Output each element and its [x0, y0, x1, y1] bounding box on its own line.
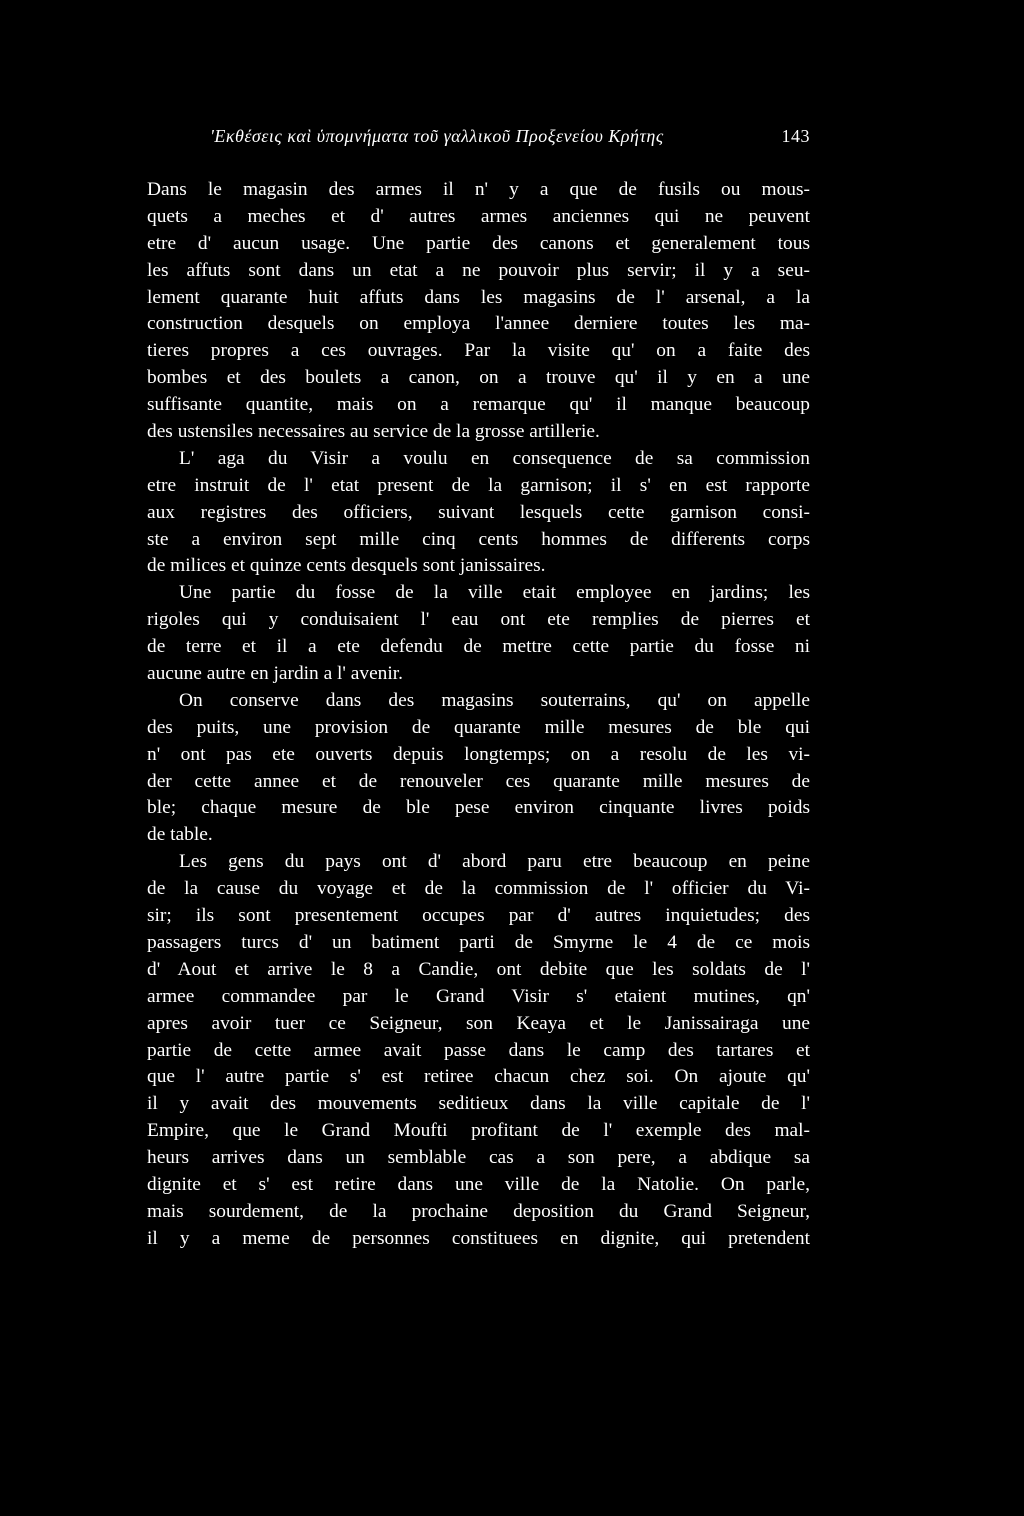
text-line: il y a meme de personnes constituees en dignite, qui pretendent: [147, 1227, 810, 1249]
text-line: sir; ils sont presentement occupes par d' autres inquietudes; des: [147, 905, 810, 927]
text-line: mais sourdement, de la prochaine deposition du Grand Seigneur,: [147, 1200, 810, 1222]
text-line: heurs arrives dans un semblable cas a son pere, a abdique sa: [147, 1147, 810, 1169]
running-title: 'Εκθέσεις καὶ ὑπομνήματα τοῦ γαλλικοῦ Προξενείου Κρήτης: [210, 126, 664, 146]
text-line: des puits, une provision de quarante mille mesures de ble qui: [147, 716, 810, 738]
text-line: On conserve dans des magasins souterrains, qu' on appelle: [179, 689, 810, 711]
text-line: Empire, que le Grand Moufti profitant de l' exemple des mal-: [147, 1120, 810, 1142]
text-line: de milices et quinze cents desquels sont janissaires.: [147, 555, 546, 577]
text-line: ste a environ sept mille cinq cents hommes de differents corps: [147, 528, 810, 550]
running-head: [210, 126, 810, 154]
text-line: dignite et s' est retire dans une ville de la Natolie. On parle,: [147, 1173, 810, 1195]
text-line: construction desquels on employa l'annee derniere toutes les ma-: [147, 313, 810, 335]
text-line: L' aga du Visir a voulu en consequence de sa commission: [179, 447, 810, 469]
text-line: tieres propres a ces ouvrages. Par la visite qu' on a faite des: [147, 340, 810, 362]
text-line: rigoles qui y conduisaient l' eau ont ete remplies de pierres et: [147, 609, 810, 631]
text-line: de la cause du voyage et de la commission de l' officier du Vi-: [147, 878, 810, 900]
text-line: partie de cette armee avait passe dans le camp des tartares et: [147, 1039, 810, 1061]
text-line: aucune autre en jardin a l' avenir.: [147, 663, 403, 685]
text-line: Une partie du fosse de la ville etait employee en jardins; les: [179, 582, 810, 604]
text-line: n' ont pas ete ouverts depuis longtemps; on a resolu de les vi-: [147, 743, 810, 765]
text-line: etre instruit de l' etat present de la garnison; il s' en est rapporte: [147, 474, 810, 496]
text-line: il y avait des mouvements seditieux dans la ville capitale de l': [147, 1093, 810, 1115]
text-line: armee commandee par le Grand Visir s' etaient mutines, qn': [147, 985, 810, 1007]
text-line: der cette annee et de renouveler ces quarante mille mesures de: [147, 770, 810, 792]
text-line: de terre et il a ete defendu de mettre cette partie du fosse ni: [147, 636, 810, 658]
text-line: apres avoir tuer ce Seigneur, son Keaya et le Janissairaga une: [147, 1012, 810, 1034]
text-line: bombes et des boulets a canon, on a trouve qu' il y en a une: [147, 367, 810, 389]
text-line: Dans le magasin des armes il n' y a que de fusils ou mous-: [147, 179, 810, 200]
text-line: Les gens du pays ont d' abord paru etre beaucoup en peine: [179, 851, 810, 873]
text-line: lement quarante huit affuts dans les magasins de l' arsenal, a la: [147, 286, 810, 308]
text-line: aux registres des officiers, suivant lesquels cette garnison consi-: [147, 501, 810, 523]
text-line: passagers turcs d' un batiment parti de Smyrne le 4 de ce mois: [147, 931, 810, 953]
text-line: suffisante quantite, mais on a remarque qu' il manque beaucoup: [147, 394, 810, 416]
text-line: que l' autre partie s' est retiree chacun chez soi. On ajoute qu': [147, 1066, 810, 1088]
text-line: d' Aout et arrive le 8 a Candie, ont debite que les soldats de l': [147, 958, 810, 980]
text-line: des ustensiles necessaires au service de la grosse artillerie.: [147, 421, 600, 443]
page-number: 143: [781, 126, 810, 146]
body-text: [147, 177, 810, 1253]
text-line: les affuts sont dans un etat a ne pouvoir plus servir; il y a seu-: [147, 259, 810, 281]
text-line: de table.: [147, 824, 213, 846]
text-line: quets a meches et d' autres armes anciennes qui ne peuvent: [147, 205, 810, 227]
text-line: ble; chaque mesure de ble pese environ cinquante livres poids: [147, 797, 810, 819]
text-line: etre d' aucun usage. Une partie des canons et generalement tous: [147, 232, 810, 254]
